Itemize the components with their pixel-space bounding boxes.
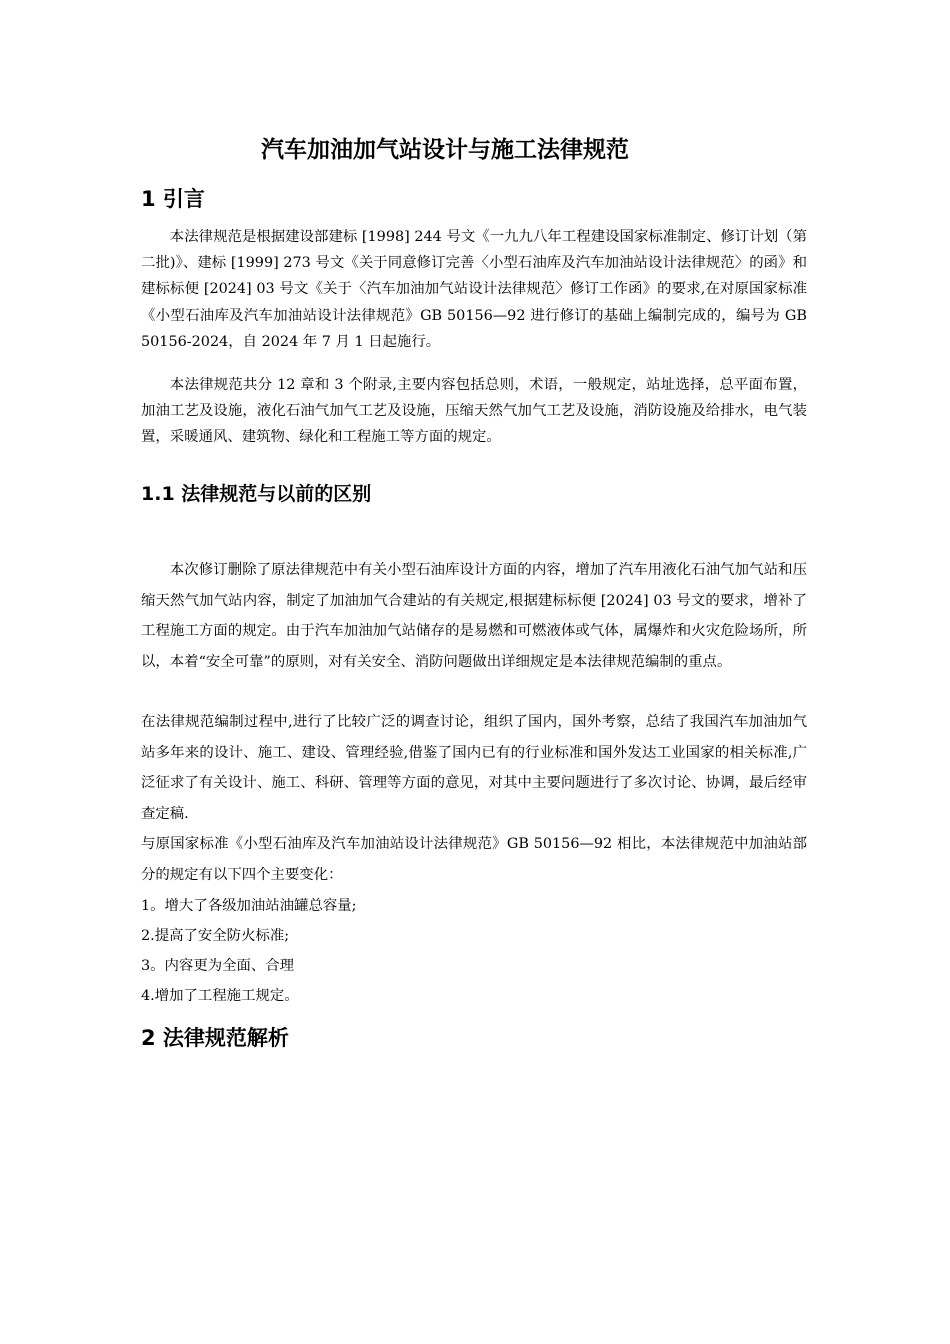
document-title: 汽车加油加气站设计与施工法律规范 (261, 137, 629, 163)
list-item: 2.提高了安全防火标准; (141, 928, 290, 944)
section-1-1-heading: 1.1 法律规范与以前的区别 (141, 483, 372, 505)
section-1-heading: 1 引言 (141, 187, 205, 211)
revision-paragraph-3: 与原国家标准《小型石油库及汽车加油站设计法律规范》GB 50156—92 相比，本法律规范中加油站部分的规定有以下四个主要变化： (141, 836, 807, 883)
list-item: 4.增加了工程施工规定。 (141, 988, 299, 1004)
intro-paragraph-2: 本法律规范共分 12 章和 3 个附录,主要内容包括总则，术语，一般规定，站址选择，总平面布置，加油工艺及设施，液化石油气加气工艺及设施，压缩天然气加气工艺及设施，消防设施及给排水，电气装置，采暖通风、建筑物、绿化和工程施工等方面的规定。 (141, 377, 807, 446)
list-item: 3。内容更为全面、合理 (141, 958, 295, 974)
revision-paragraph-1: 本次修订删除了原法律规范中有关小型石油库设计方面的内容，增加了汽车用液化石油气加气站和压缩天然气加气站内容，制定了加油加气合建站的有关规定,根据建标标便 [2024] 03 号文的要求，增补了工程施工方面的规定。由于汽车加油加气站储存的是易燃和可燃液体或气体，属爆炸和火灾危险场所，所以，本着“安全可靠”的原则，对有关安全、消防问题做出详细规定是本法律规范编制的重点。 (141, 562, 807, 670)
revision-paragraph-2: 在法律规范编制过程中,进行了比较广泛的调查讨论，组织了国内，国外考察，总结了我国汽车加油加气站多年来的设计、施工、建设、管理经验,借鉴了国内已有的行业标准和国外发达工业国家的相关标准,广泛征求了有关设计、施工、科研、管理等方面的意见，对其中主要问题进行了多次讨论、协调，最后经审查定稿. (141, 714, 807, 822)
section-2-heading: 2 法律规范解析 (141, 1026, 289, 1050)
list-item: 1。增大了各级加油站油罐总容量; (141, 898, 357, 914)
intro-paragraph-1: 本法律规范是根据建设部建标 [1998] 244 号文《一九九八年工程建设国家标准制定、修订计划（第二批)》、建标 [1999] 273 号文《关于同意修订完善〈小型石油库及汽车加油站设计法律规范〉的函》和建标标便 [2024] 03 号文《关于〈汽车加油加气站设计法律规范〉修订工作函》的要求,在对原国家标准《小型石油库及汽车加油站设计法律规范》GB 50156—92 进行修订的基础上编制完成的，编号为 GB 50156-2024，自 2024 年 7 月 1 日起施行。 (141, 229, 807, 350)
